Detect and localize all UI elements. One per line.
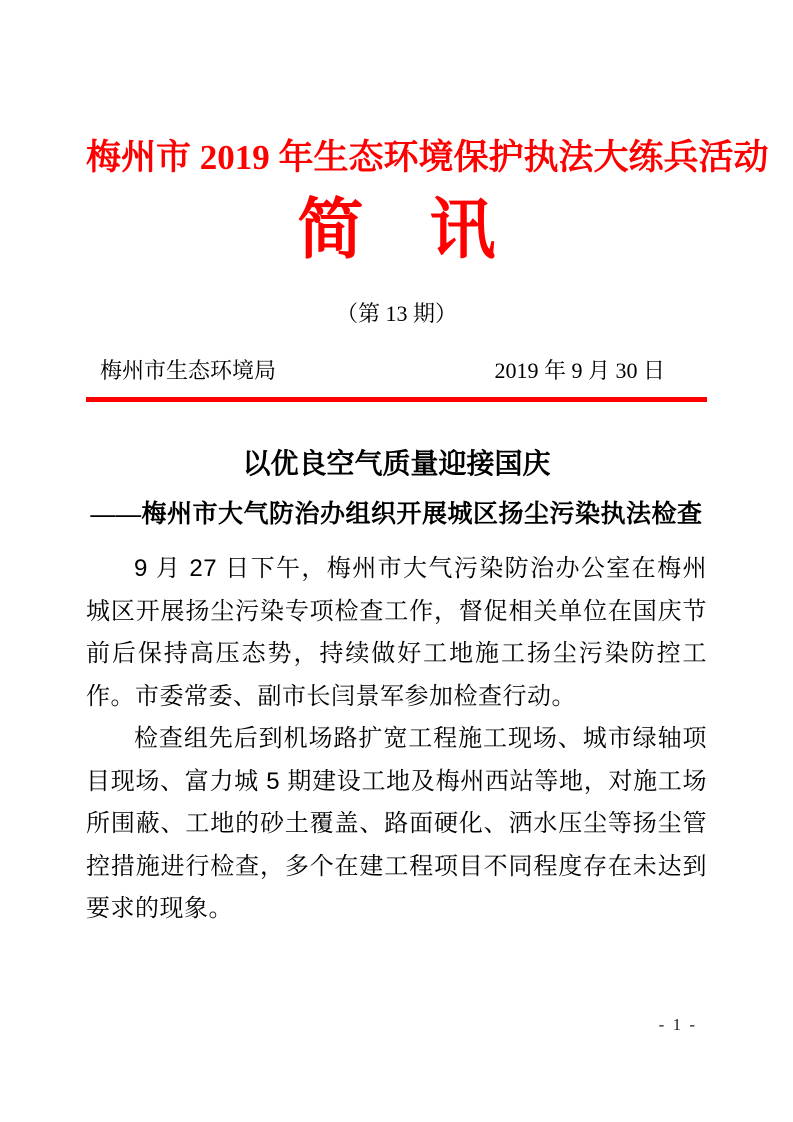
article-paragraph-1: 9 月 27 日下午，梅州市大气污染防治办公室在梅州城区开展扬尘污染专项检查工作，督促相关单位在国庆节前后保持高压态势，持续做好工地施工扬尘污染防控工作。市委常委、副市长闫景军参加检查行动。 — [86, 555, 707, 710]
article-paragraph-2: 检查组先后到机场路扩宽工程施工现场、城市绿轴项目现场、富力城 5 期建设工地及梅州西站等地，对施工场所围蔽、工地的砂土覆盖、路面硬化、洒水压尘等扬尘管控措施进行检查，多个在建工程项目不同程度存在未达到要求的现象。 — [86, 725, 707, 923]
article-title: 以优良空气质量迎接国庆 — [242, 449, 551, 481]
issuing-organization: 梅州市生态环境局 — [100, 358, 277, 384]
article-body — [86, 548, 707, 931]
masthead-bulletin-title: 简 讯 — [297, 194, 496, 267]
article-subtitle: ——梅州市大气防治办组织开展城区扬尘污染执法检查 — [90, 501, 703, 529]
issue-date: 2019 年 9 月 30 日 — [494, 358, 665, 384]
issue-number: （第 13 期） — [335, 301, 457, 327]
masthead-activity-title: 梅州市 2019 年生态环境保护执法大练兵活动 — [86, 138, 769, 177]
red-divider-rule — [86, 397, 707, 402]
masthead — [86, 130, 769, 402]
meta-row — [86, 354, 707, 385]
page-number: - 1 - — [658, 1015, 697, 1034]
article — [86, 442, 707, 931]
